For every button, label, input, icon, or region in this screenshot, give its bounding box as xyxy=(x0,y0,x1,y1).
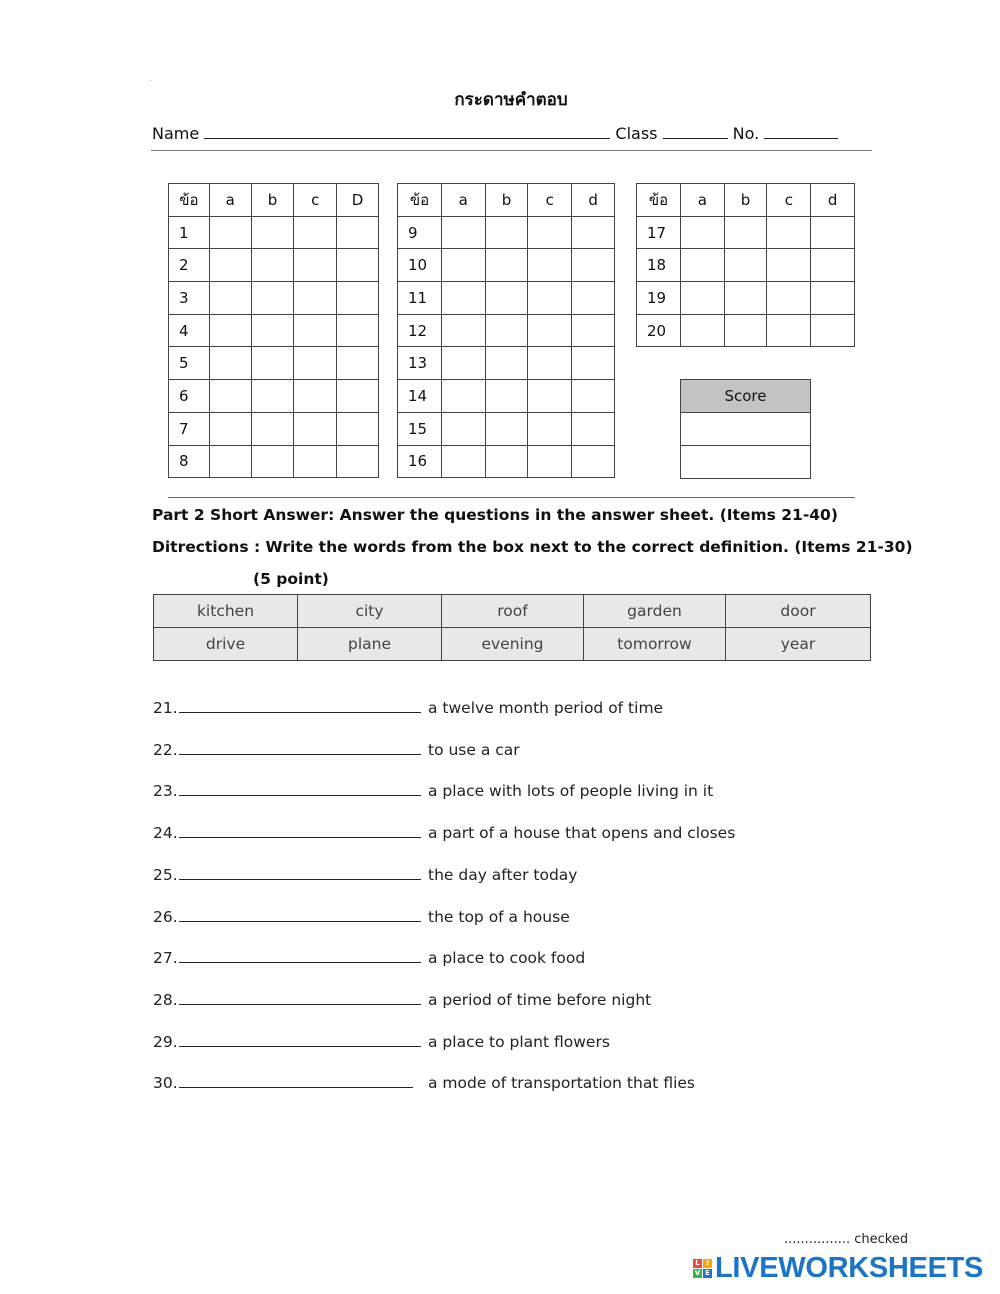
answer-blank[interactable] xyxy=(179,699,421,713)
item-number: 7 xyxy=(169,412,210,445)
word-bank-item: garden xyxy=(584,595,726,628)
logo-badge-letter: V xyxy=(694,1269,701,1277)
question-item xyxy=(153,1074,695,1092)
word-bank-row xyxy=(154,595,871,628)
answer-choice-cell[interactable] xyxy=(337,412,379,445)
word-bank-item: door xyxy=(726,595,871,628)
table-row xyxy=(169,347,379,380)
table-header-cell: a xyxy=(209,184,251,217)
question-number: 21. xyxy=(153,699,178,717)
table-header-cell: ข้อ xyxy=(169,184,210,217)
table-header-cell: d xyxy=(811,184,855,217)
word-bank-item: roof xyxy=(442,595,584,628)
item-number: 16 xyxy=(398,445,442,478)
word-bank-item: evening xyxy=(442,628,584,661)
answer-blank[interactable] xyxy=(179,824,421,838)
answer-choice-cell[interactable] xyxy=(441,249,485,282)
question-item xyxy=(153,741,520,759)
question-definition: to use a car xyxy=(428,740,520,759)
answer-choice-cell[interactable] xyxy=(337,380,379,413)
number-field[interactable] xyxy=(764,122,838,139)
word-bank-item: plane xyxy=(298,628,442,661)
answer-choice-cell[interactable] xyxy=(724,314,767,347)
part2-heading: Part 2 Short Answer: Answer the questions in the answer sheet. (Items 21-40) xyxy=(152,506,838,524)
answer-choice-cell[interactable] xyxy=(294,380,337,413)
question-item xyxy=(153,782,713,800)
table-row xyxy=(398,282,615,315)
item-number: 15 xyxy=(398,412,442,445)
answer-choice-cell[interactable] xyxy=(680,314,724,347)
answer-choice-cell[interactable] xyxy=(680,249,724,282)
answer-choice-cell[interactable] xyxy=(337,445,379,478)
question-definition: a place to cook food xyxy=(428,949,586,968)
question-definition: a place to plant flowers xyxy=(428,1032,610,1051)
answer-choice-cell[interactable] xyxy=(572,412,615,445)
table-row xyxy=(637,216,855,249)
item-number: 18 xyxy=(637,249,681,282)
answer-choice-cell[interactable] xyxy=(441,347,485,380)
answer-choice-cell[interactable] xyxy=(572,380,615,413)
answer-choice-cell[interactable] xyxy=(294,282,337,315)
answer-choice-cell[interactable] xyxy=(485,249,528,282)
table-row xyxy=(398,314,615,347)
question-number: 25. xyxy=(153,865,178,884)
answer-choice-cell[interactable] xyxy=(724,216,767,249)
answer-choice-cell[interactable] xyxy=(528,282,572,315)
table-row xyxy=(398,249,615,282)
answer-choice-cell[interactable] xyxy=(294,412,337,445)
answer-choice-cell[interactable] xyxy=(209,347,251,380)
answer-choice-cell[interactable] xyxy=(572,314,615,347)
answer-choice-cell[interactable] xyxy=(251,412,294,445)
answer-choice-cell[interactable] xyxy=(209,380,251,413)
answer-choice-cell[interactable] xyxy=(724,249,767,282)
answer-choice-cell[interactable] xyxy=(767,216,811,249)
table-header-cell: c xyxy=(294,184,337,217)
answer-choice-cell[interactable] xyxy=(251,380,294,413)
word-bank-item: year xyxy=(726,628,871,661)
table-row xyxy=(169,380,379,413)
answer-choice-cell[interactable] xyxy=(209,412,251,445)
table-header-cell: b xyxy=(251,184,294,217)
question-definition: a mode of transportation that flies xyxy=(428,1074,695,1093)
table-row xyxy=(169,249,379,282)
answer-table-2 xyxy=(397,183,615,478)
question-item xyxy=(153,866,577,884)
item-number: 5 xyxy=(169,347,210,380)
answer-choice-cell[interactable] xyxy=(251,282,294,315)
answer-choice-cell[interactable] xyxy=(811,249,855,282)
answer-choice-cell[interactable] xyxy=(337,216,379,249)
student-info-line xyxy=(152,122,838,143)
question-number: 28. xyxy=(153,990,178,1009)
answer-choice-cell[interactable] xyxy=(572,249,615,282)
answer-choice-cell[interactable] xyxy=(485,216,528,249)
question-item xyxy=(153,824,735,842)
question-number: 24. xyxy=(153,824,178,843)
item-number: 3 xyxy=(169,282,210,315)
answer-choice-cell[interactable] xyxy=(767,314,811,347)
table-row xyxy=(169,412,379,445)
item-number: 9 xyxy=(398,216,442,249)
answer-choice-cell[interactable] xyxy=(811,282,855,315)
answer-blank[interactable] xyxy=(179,1074,413,1088)
item-number: 13 xyxy=(398,347,442,380)
question-number: 29. xyxy=(153,1032,178,1051)
answer-blank[interactable] xyxy=(179,741,421,755)
answer-choice-cell[interactable] xyxy=(337,314,379,347)
class-label: Class xyxy=(615,124,658,143)
table-row xyxy=(169,445,379,478)
answer-choice-cell[interactable] xyxy=(485,412,528,445)
word-bank-item: tomorrow xyxy=(584,628,726,661)
answer-choice-cell[interactable] xyxy=(209,314,251,347)
question-definition: a place with lots of people living in it xyxy=(428,782,714,801)
answer-choice-cell[interactable] xyxy=(572,282,615,315)
answer-choice-cell[interactable] xyxy=(441,380,485,413)
question-item xyxy=(153,699,663,717)
answer-choice-cell[interactable] xyxy=(251,445,294,478)
logo-badge-letter: L xyxy=(693,1259,702,1268)
answer-blank[interactable] xyxy=(179,949,421,963)
table-row xyxy=(398,347,615,380)
question-definition: a period of time before night xyxy=(428,990,652,1009)
table-row xyxy=(398,412,615,445)
answer-choice-cell[interactable] xyxy=(441,314,485,347)
question-number: 26. xyxy=(153,907,178,926)
item-number: 14 xyxy=(398,380,442,413)
score-cell[interactable] xyxy=(681,413,811,446)
answer-choice-cell[interactable] xyxy=(767,249,811,282)
answer-blank[interactable] xyxy=(179,1033,421,1047)
logo-badge-letter: I xyxy=(703,1259,712,1268)
table-header-cell: a xyxy=(680,184,724,217)
score-label: Score xyxy=(681,380,811,413)
corner-mark: . xyxy=(150,76,152,83)
answer-choice-cell[interactable] xyxy=(337,282,379,315)
answer-choice-cell[interactable] xyxy=(485,380,528,413)
answer-choice-cell[interactable] xyxy=(528,216,572,249)
logo-text: LIVEWORKSHEETS xyxy=(715,1252,984,1284)
name-label: Name xyxy=(152,124,200,143)
answer-choice-cell[interactable] xyxy=(251,314,294,347)
answer-choice-cell[interactable] xyxy=(441,216,485,249)
table-row xyxy=(169,314,379,347)
answer-choice-cell[interactable] xyxy=(294,249,337,282)
item-number: 1 xyxy=(169,216,210,249)
table-row xyxy=(398,216,615,249)
answer-choice-cell[interactable] xyxy=(572,216,615,249)
answer-choice-cell[interactable] xyxy=(441,282,485,315)
question-definition: the top of a house xyxy=(428,907,570,926)
word-bank-item: drive xyxy=(154,628,298,661)
answer-choice-cell[interactable] xyxy=(209,249,251,282)
item-number: 8 xyxy=(169,445,210,478)
table-row xyxy=(169,282,379,315)
answer-blank[interactable] xyxy=(179,991,421,1005)
answer-choice-cell[interactable] xyxy=(572,445,615,478)
checked-note: ................ checked xyxy=(784,1232,909,1247)
answer-choice-cell[interactable] xyxy=(251,347,294,380)
answer-choice-cell[interactable] xyxy=(528,314,572,347)
table-row xyxy=(169,216,379,249)
answer-choice-cell[interactable] xyxy=(251,216,294,249)
logo-badge-icon xyxy=(693,1259,712,1278)
table-row xyxy=(637,282,855,315)
answer-table-3 xyxy=(636,183,855,347)
item-number: 12 xyxy=(398,314,442,347)
section-divider xyxy=(168,497,855,498)
question-item xyxy=(153,908,570,926)
answer-choice-cell[interactable] xyxy=(680,216,724,249)
answer-choice-cell[interactable] xyxy=(811,216,855,249)
answer-choice-cell[interactable] xyxy=(528,380,572,413)
table-row xyxy=(398,380,615,413)
answer-choice-cell[interactable] xyxy=(337,249,379,282)
answer-choice-cell[interactable] xyxy=(294,314,337,347)
question-item xyxy=(153,949,585,967)
answer-choice-cell[interactable] xyxy=(294,216,337,249)
answer-choice-cell[interactable] xyxy=(251,249,294,282)
page-title: กระดาษคำตอบ xyxy=(454,90,568,110)
word-bank-row xyxy=(154,628,871,661)
answer-choice-cell[interactable] xyxy=(528,445,572,478)
table-header-cell: c xyxy=(528,184,572,217)
item-number: 20 xyxy=(637,314,681,347)
score-box xyxy=(680,379,811,479)
question-definition: a twelve month period of time xyxy=(428,699,664,717)
answer-choice-cell[interactable] xyxy=(337,347,379,380)
answer-choice-cell[interactable] xyxy=(680,282,724,315)
points-note: (5 point) xyxy=(253,570,329,588)
logo-badge-letter: E xyxy=(703,1269,712,1278)
table-header-cell: ข้อ xyxy=(398,184,442,217)
table-row xyxy=(637,249,855,282)
answer-choice-cell[interactable] xyxy=(485,445,528,478)
table-header-cell: D xyxy=(337,184,379,217)
directions: Ditrections : Write the words from the box next to the correct definition. (Items 21-30) xyxy=(152,538,913,556)
item-number: 2 xyxy=(169,249,210,282)
word-bank-item: kitchen xyxy=(154,595,298,628)
table-header-cell: b xyxy=(724,184,767,217)
answer-choice-cell[interactable] xyxy=(209,216,251,249)
liveworksheets-logo xyxy=(693,1252,983,1285)
answer-choice-cell[interactable] xyxy=(572,347,615,380)
answer-blank[interactable] xyxy=(179,866,421,880)
answer-choice-cell[interactable] xyxy=(209,445,251,478)
answer-choice-cell[interactable] xyxy=(485,314,528,347)
answer-choice-cell[interactable] xyxy=(767,282,811,315)
score-cell[interactable] xyxy=(681,446,811,479)
answer-choice-cell[interactable] xyxy=(441,445,485,478)
table-header-cell: c xyxy=(767,184,811,217)
answer-table-1 xyxy=(168,183,379,478)
question-definition: a part of a house that opens and closes xyxy=(428,824,736,843)
answer-choice-cell[interactable] xyxy=(485,347,528,380)
name-field[interactable] xyxy=(204,122,610,139)
table-row xyxy=(637,314,855,347)
answer-choice-cell[interactable] xyxy=(724,282,767,315)
question-item xyxy=(153,1033,610,1051)
answer-blank[interactable] xyxy=(179,908,421,922)
answer-choice-cell[interactable] xyxy=(528,412,572,445)
header-divider xyxy=(151,150,872,151)
item-number: 10 xyxy=(398,249,442,282)
question-definition: the day after today xyxy=(428,865,578,884)
answer-choice-cell[interactable] xyxy=(528,249,572,282)
answer-choice-cell[interactable] xyxy=(294,445,337,478)
answer-choice-cell[interactable] xyxy=(528,347,572,380)
word-bank xyxy=(153,594,871,661)
question-number: 22. xyxy=(153,740,178,759)
class-field[interactable] xyxy=(663,122,728,139)
table-header-cell: a xyxy=(441,184,485,217)
item-number: 19 xyxy=(637,282,681,315)
no-label: No. xyxy=(732,124,760,143)
item-number: 4 xyxy=(169,314,210,347)
question-item xyxy=(153,991,651,1009)
word-bank-item: city xyxy=(298,595,442,628)
item-number: 6 xyxy=(169,380,210,413)
question-number: 30. xyxy=(153,1074,178,1093)
answer-blank[interactable] xyxy=(179,782,421,796)
item-number: 17 xyxy=(637,216,681,249)
table-header-cell: d xyxy=(572,184,615,217)
answer-choice-cell[interactable] xyxy=(441,412,485,445)
table-row xyxy=(398,445,615,478)
answer-choice-cell[interactable] xyxy=(294,347,337,380)
answer-choice-cell[interactable] xyxy=(209,282,251,315)
question-number: 23. xyxy=(153,782,178,801)
answer-choice-cell[interactable] xyxy=(485,282,528,315)
item-number: 11 xyxy=(398,282,442,315)
question-number: 27. xyxy=(153,949,178,968)
table-header-cell: b xyxy=(485,184,528,217)
table-header-cell: ข้อ xyxy=(637,184,681,217)
answer-choice-cell[interactable] xyxy=(811,314,855,347)
